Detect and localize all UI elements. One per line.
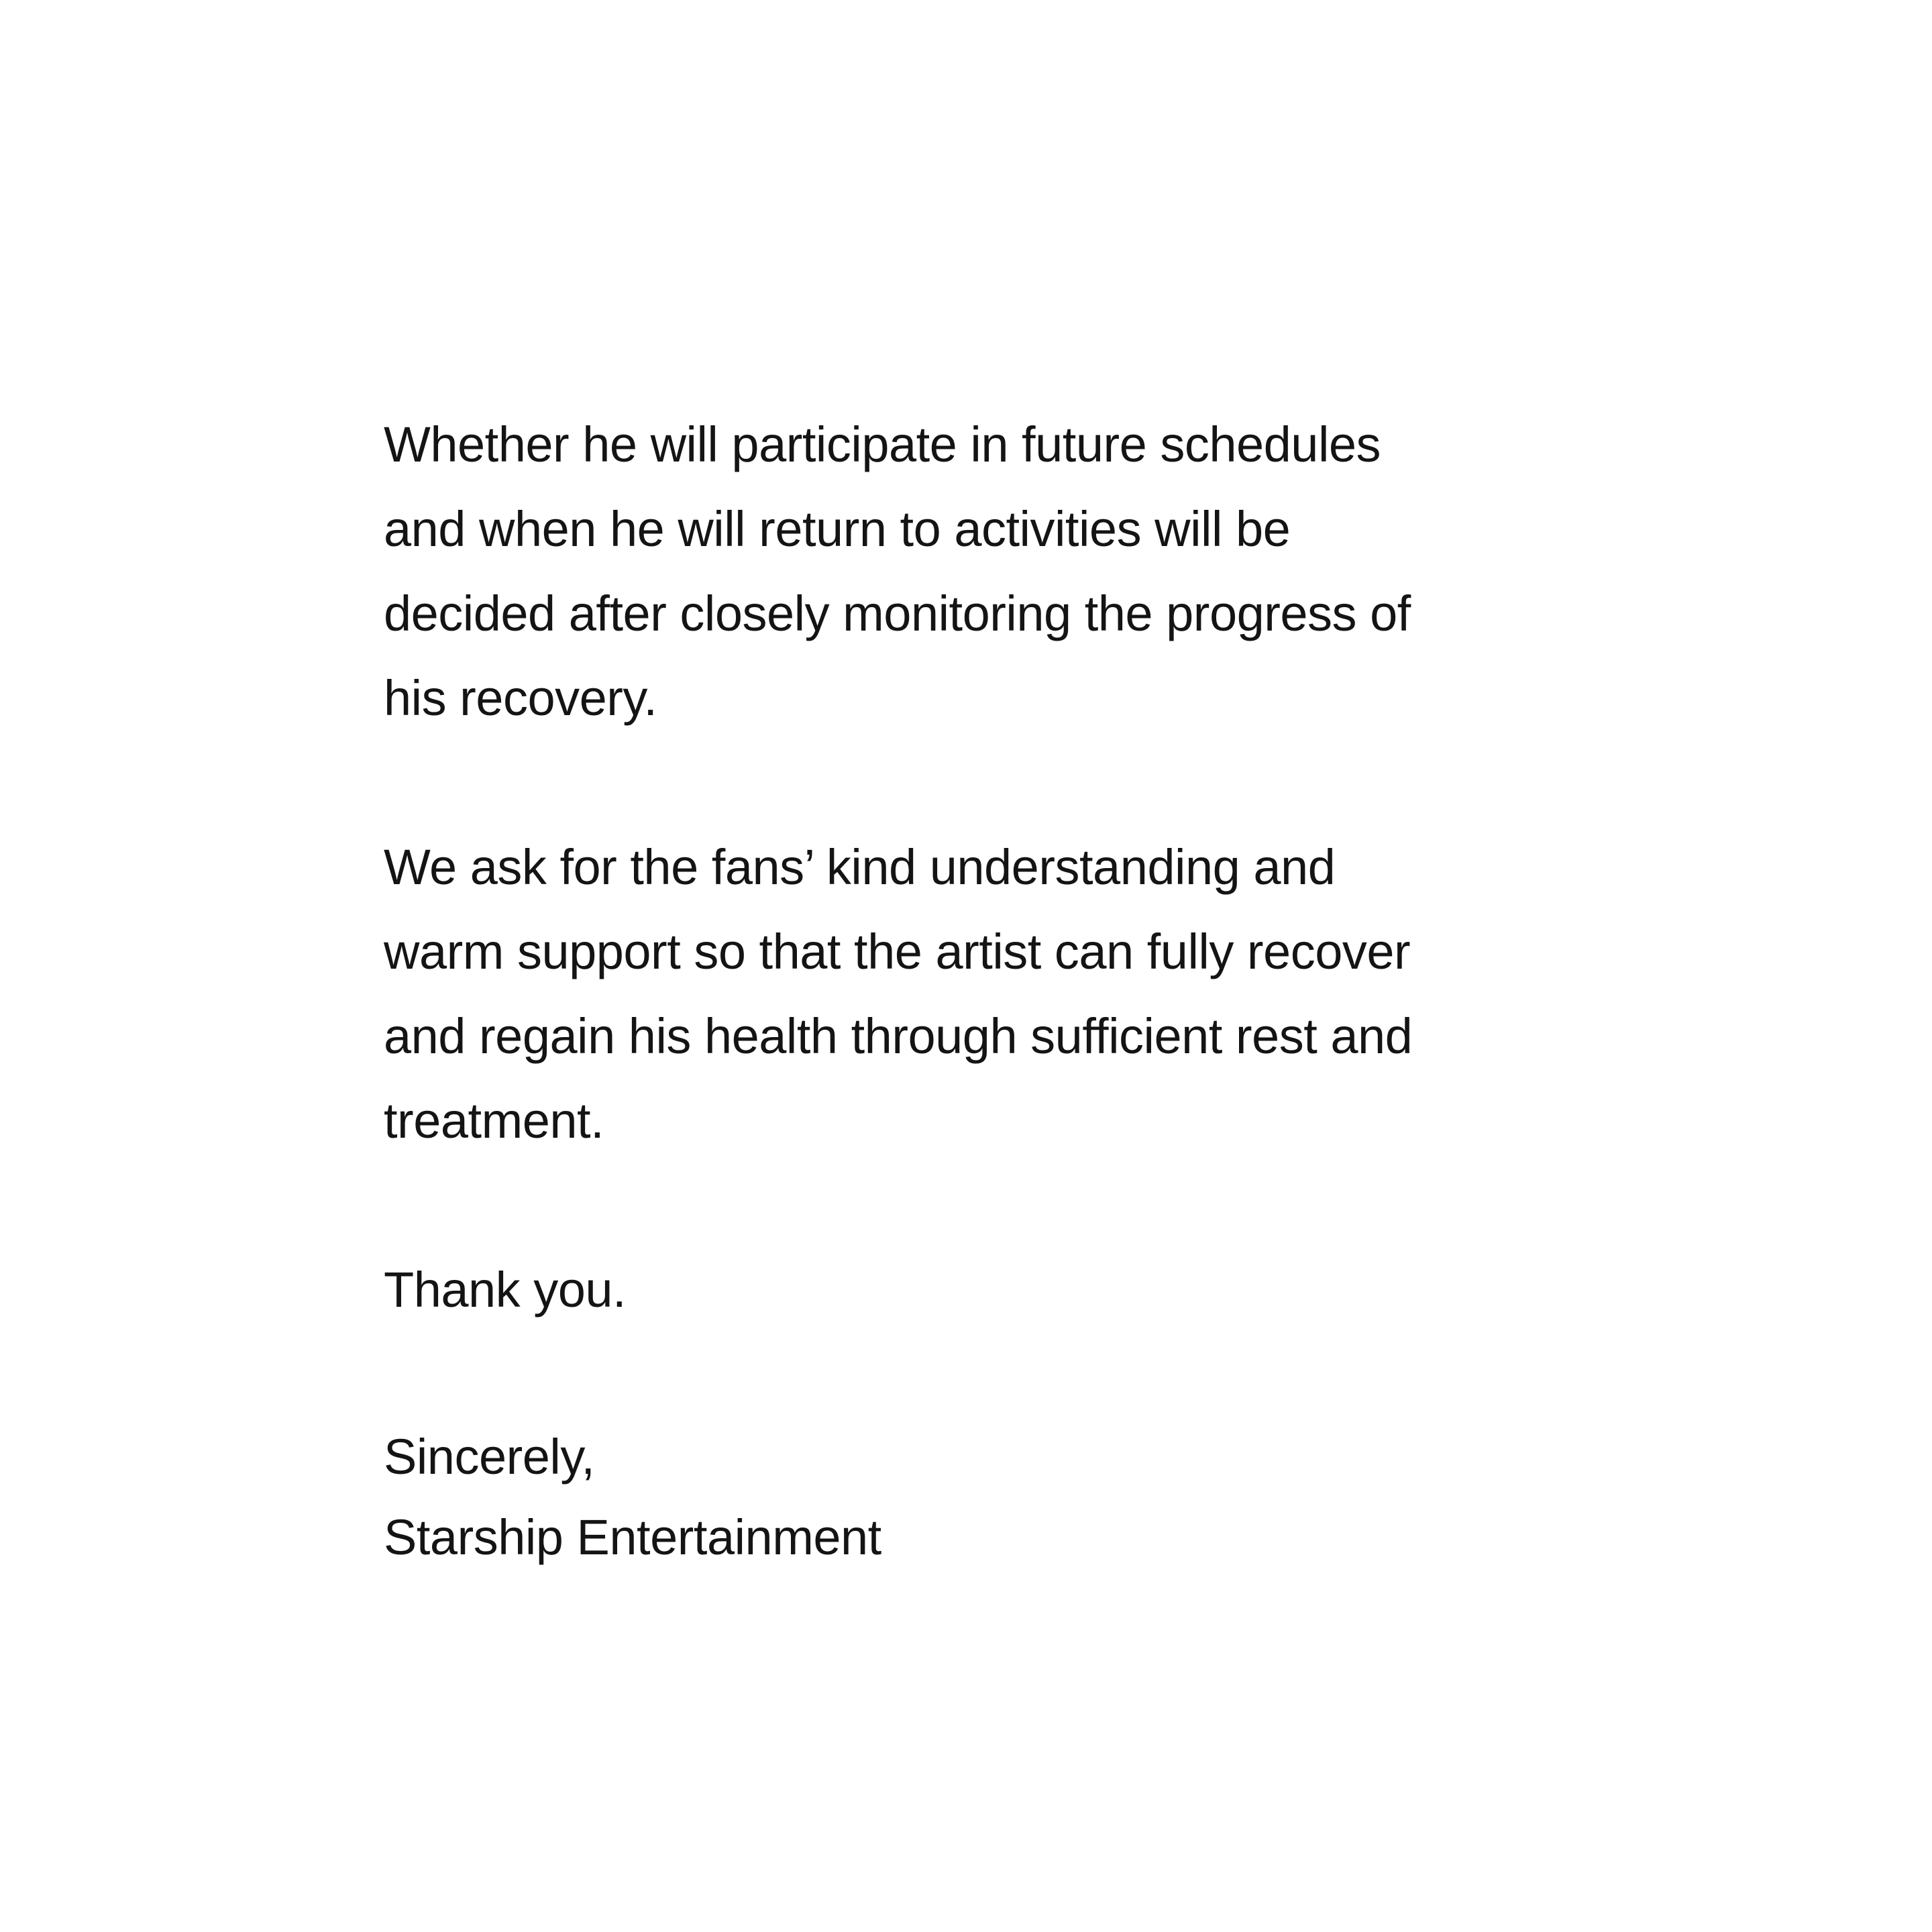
signature-line: Starship Entertainment	[384, 1509, 881, 1565]
paragraph-spacer	[384, 741, 1578, 825]
paragraph-fan-request	[384, 825, 1578, 1163]
paragraph-spacer	[384, 1163, 1578, 1248]
paragraph-recovery-schedule	[384, 402, 1578, 741]
statement-body	[384, 402, 1578, 1578]
paragraph-spacer	[384, 1332, 1578, 1417]
text-line: Whether he will participate in future schedules	[384, 417, 1381, 472]
thank-you-line: Thank you.	[384, 1262, 627, 1318]
text-line: We ask for the fans’ kind understanding and	[384, 839, 1336, 895]
text-line: treatment.	[384, 1093, 604, 1148]
text-line: his recovery.	[384, 670, 657, 726]
text-line: and when he will return to activities will be	[384, 501, 1291, 557]
sign-off	[384, 1417, 1578, 1578]
closing-line: Sincerely,	[384, 1429, 595, 1485]
text-line: decided after closely monitoring the progress of	[384, 586, 1411, 641]
text-line: warm support so that the artist can fully recover	[384, 924, 1411, 979]
text-line: and regain his health through sufficient rest and	[384, 1008, 1413, 1064]
